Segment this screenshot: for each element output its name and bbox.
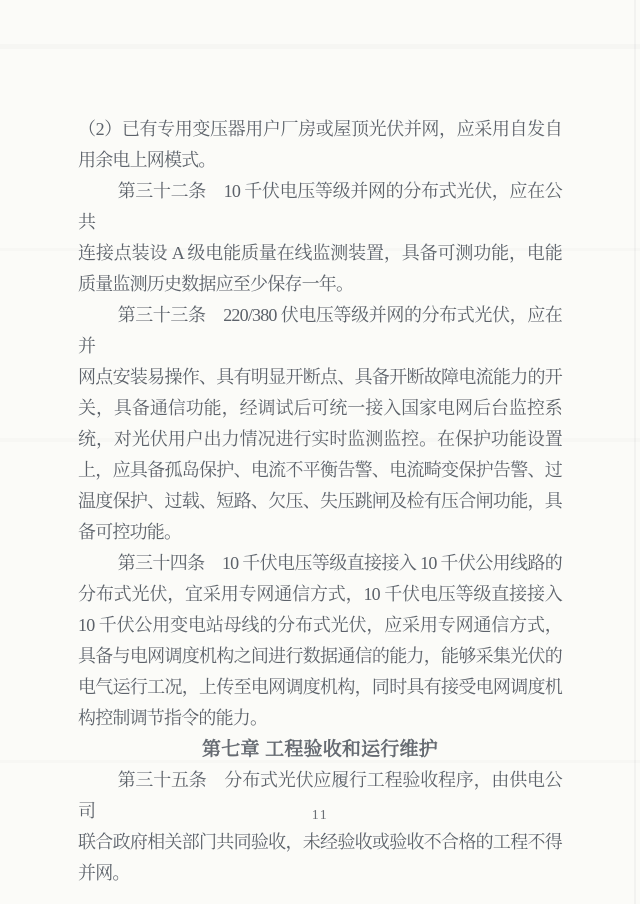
text-line: 备可控功能。	[78, 522, 182, 542]
text-line: 温度保护、过载、短路、欠压、失压跳闸及检有压合闸功能，具	[78, 491, 562, 511]
scan-edge-artifact	[634, 0, 636, 904]
text-line: 10 千伏公用变电站母线的分布式光伏，应采用专网通信方式，	[78, 615, 562, 635]
document-body	[78, 114, 562, 889]
text-line: （2）已有专用变压器用户厂房或屋顶光伏并网，应采用自发自	[78, 119, 562, 139]
paragraph-item-2	[78, 114, 562, 176]
paragraph-article-35	[78, 765, 562, 889]
text-line: 网点安装易操作、具有明显开断点、具备开断故障电流能力的开	[78, 367, 562, 387]
text-line: 统，对光伏用户出力情况进行实时监测监控。在保护功能设置	[78, 429, 562, 449]
chapter-heading: 第七章 工程验收和运行维护	[202, 739, 438, 760]
text-line: 第三十四条 10 千伏电压等级直接接入 10 千伏公用线路的	[117, 553, 562, 573]
text-line: 构控制调节指令的能力。	[78, 708, 268, 728]
scan-artifact	[0, 44, 640, 49]
text-line: 用余电上网模式。	[78, 150, 216, 170]
page-number: 11	[311, 808, 329, 823]
text-line: 上，应具备孤岛保护、电流不平衡告警、电流畸变保护告警、过	[78, 460, 562, 480]
text-line: 电气运行工况，上传至电网调度机构，同时具有接受电网调度机	[78, 677, 562, 697]
text-line: 并网。	[78, 863, 130, 883]
text-line: 第三十二条 10 千伏电压等级并网的分布式光伏，应在公共	[78, 181, 562, 232]
paragraph-article-34	[78, 548, 562, 734]
text-line: 关，具备通信功能，经调试后可统一接入国家电网后台监控系	[78, 398, 562, 418]
paragraph-article-32	[78, 176, 562, 300]
text-line: 分布式光伏，宜采用专网通信方式，10 千伏电压等级直接接入	[78, 584, 562, 604]
text-line: 第三十五条 分布式光伏应履行工程验收程序，由供电公司	[78, 770, 562, 821]
paragraph-article-33	[78, 300, 562, 548]
text-line: 连接点装设 A 级电能质量在线监测装置，具备可测功能，电能	[78, 243, 562, 263]
text-line: 联合政府相关部门共同验收，未经验收或验收不合格的工程不得	[78, 832, 562, 852]
text-line: 质量监测历史数据应至少保存一年。	[78, 274, 354, 294]
text-line: 具备与电网调度机构之间进行数据通信的能力，能够采集光伏的	[78, 646, 562, 666]
text-line: 第三十三条 220/380 伏电压等级并网的分布式光伏，应在并	[78, 305, 562, 356]
